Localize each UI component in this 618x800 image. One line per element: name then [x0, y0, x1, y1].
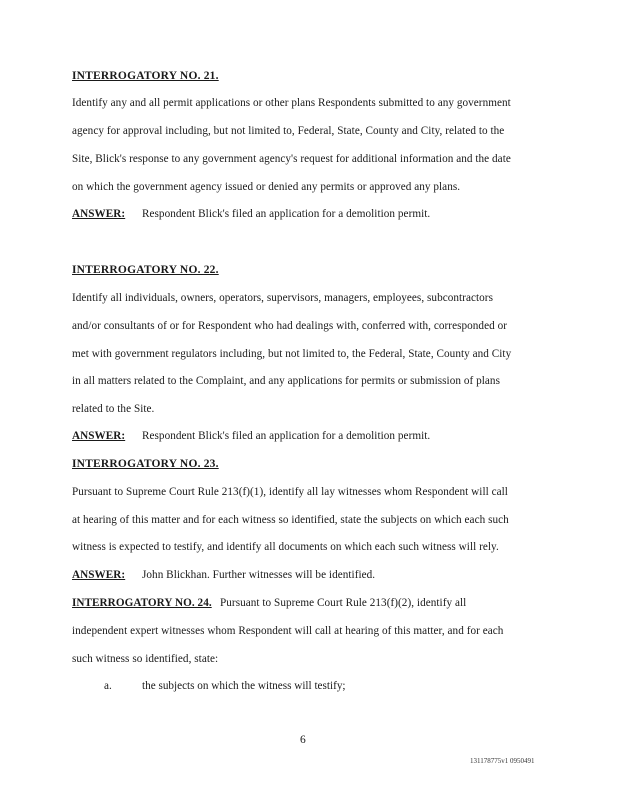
- interrogatory-22-line: in all matters related to the Complaint, and any applications for permits or submission of plans: [72, 375, 500, 387]
- interrogatory-24-line: such witness so identified, state:: [72, 653, 219, 665]
- page-number: 6: [300, 734, 306, 746]
- interrogatory-24-first-line-text: Pursuant to Supreme Court Rule 213(f)(2), identify all: [220, 597, 467, 609]
- interrogatory-22-answer: [72, 430, 542, 442]
- interrogatory-24-first-line: [72, 597, 542, 609]
- interrogatory-22-line: met with government regulators including, but not limited to, the Federal, State, County and City: [72, 348, 512, 360]
- interrogatory-22-line: Identify all individuals, owners, operators, supervisors, managers, employees, subcontractors: [72, 292, 493, 304]
- interrogatory-24-heading: INTERROGATORY NO. 24.: [72, 597, 212, 609]
- interrogatory-21-line: on which the government agency issued or denied any permits or approved any plans.: [72, 181, 461, 193]
- answer-text: John Blickhan. Further witnesses will be identified.: [142, 569, 376, 581]
- interrogatory-23-line: at hearing of this matter and for each witness so identified, state the subjects on which each such: [72, 514, 509, 526]
- interrogatory-22-line: and/or consultants of or for Respondent who had dealings with, conferred with, corresponded or: [72, 320, 507, 332]
- answer-label: ANSWER:: [72, 208, 126, 220]
- interrogatory-23-line: witness is expected to testify, and identify all documents on which each such witness will rely.: [72, 541, 499, 553]
- interrogatory-23-line: Pursuant to Supreme Court Rule 213(f)(1), identify all lay witnesses whom Respondent will call: [72, 486, 508, 498]
- interrogatory-21-line: Identify any and all permit applications or other plans Respondents submitted to any government: [72, 97, 511, 109]
- interrogatory-22-line: related to the Site.: [72, 403, 155, 415]
- answer-label: ANSWER:: [72, 569, 126, 581]
- interrogatory-23-heading: INTERROGATORY NO. 23.: [72, 458, 219, 470]
- interrogatory-24-line: independent expert witnesses whom Respondent will call at hearing of this matter, and for each: [72, 625, 504, 637]
- interrogatory-21-line: Site, Blick's response to any government agency's request for additional information and the date: [72, 153, 511, 165]
- answer-text: Respondent Blick's filed an application for a demolition permit.: [142, 208, 431, 220]
- interrogatory-21-line: agency for approval including, but not limited to, Federal, State, County and City, related to the: [72, 125, 505, 137]
- interrogatory-21-heading: INTERROGATORY NO. 21.: [72, 70, 219, 82]
- answer-text: Respondent Blick's filed an application for a demolition permit.: [142, 430, 431, 442]
- list-item-text: the subjects on which the witness will testify;: [142, 680, 346, 692]
- answer-label: ANSWER:: [72, 430, 126, 442]
- interrogatory-21-answer: [72, 208, 542, 220]
- interrogatory-22-heading: INTERROGATORY NO. 22.: [72, 264, 219, 276]
- list-item-marker: a.: [104, 680, 112, 692]
- interrogatory-23-answer: [72, 569, 542, 581]
- document-id: 131178775v1 0950491: [470, 757, 535, 765]
